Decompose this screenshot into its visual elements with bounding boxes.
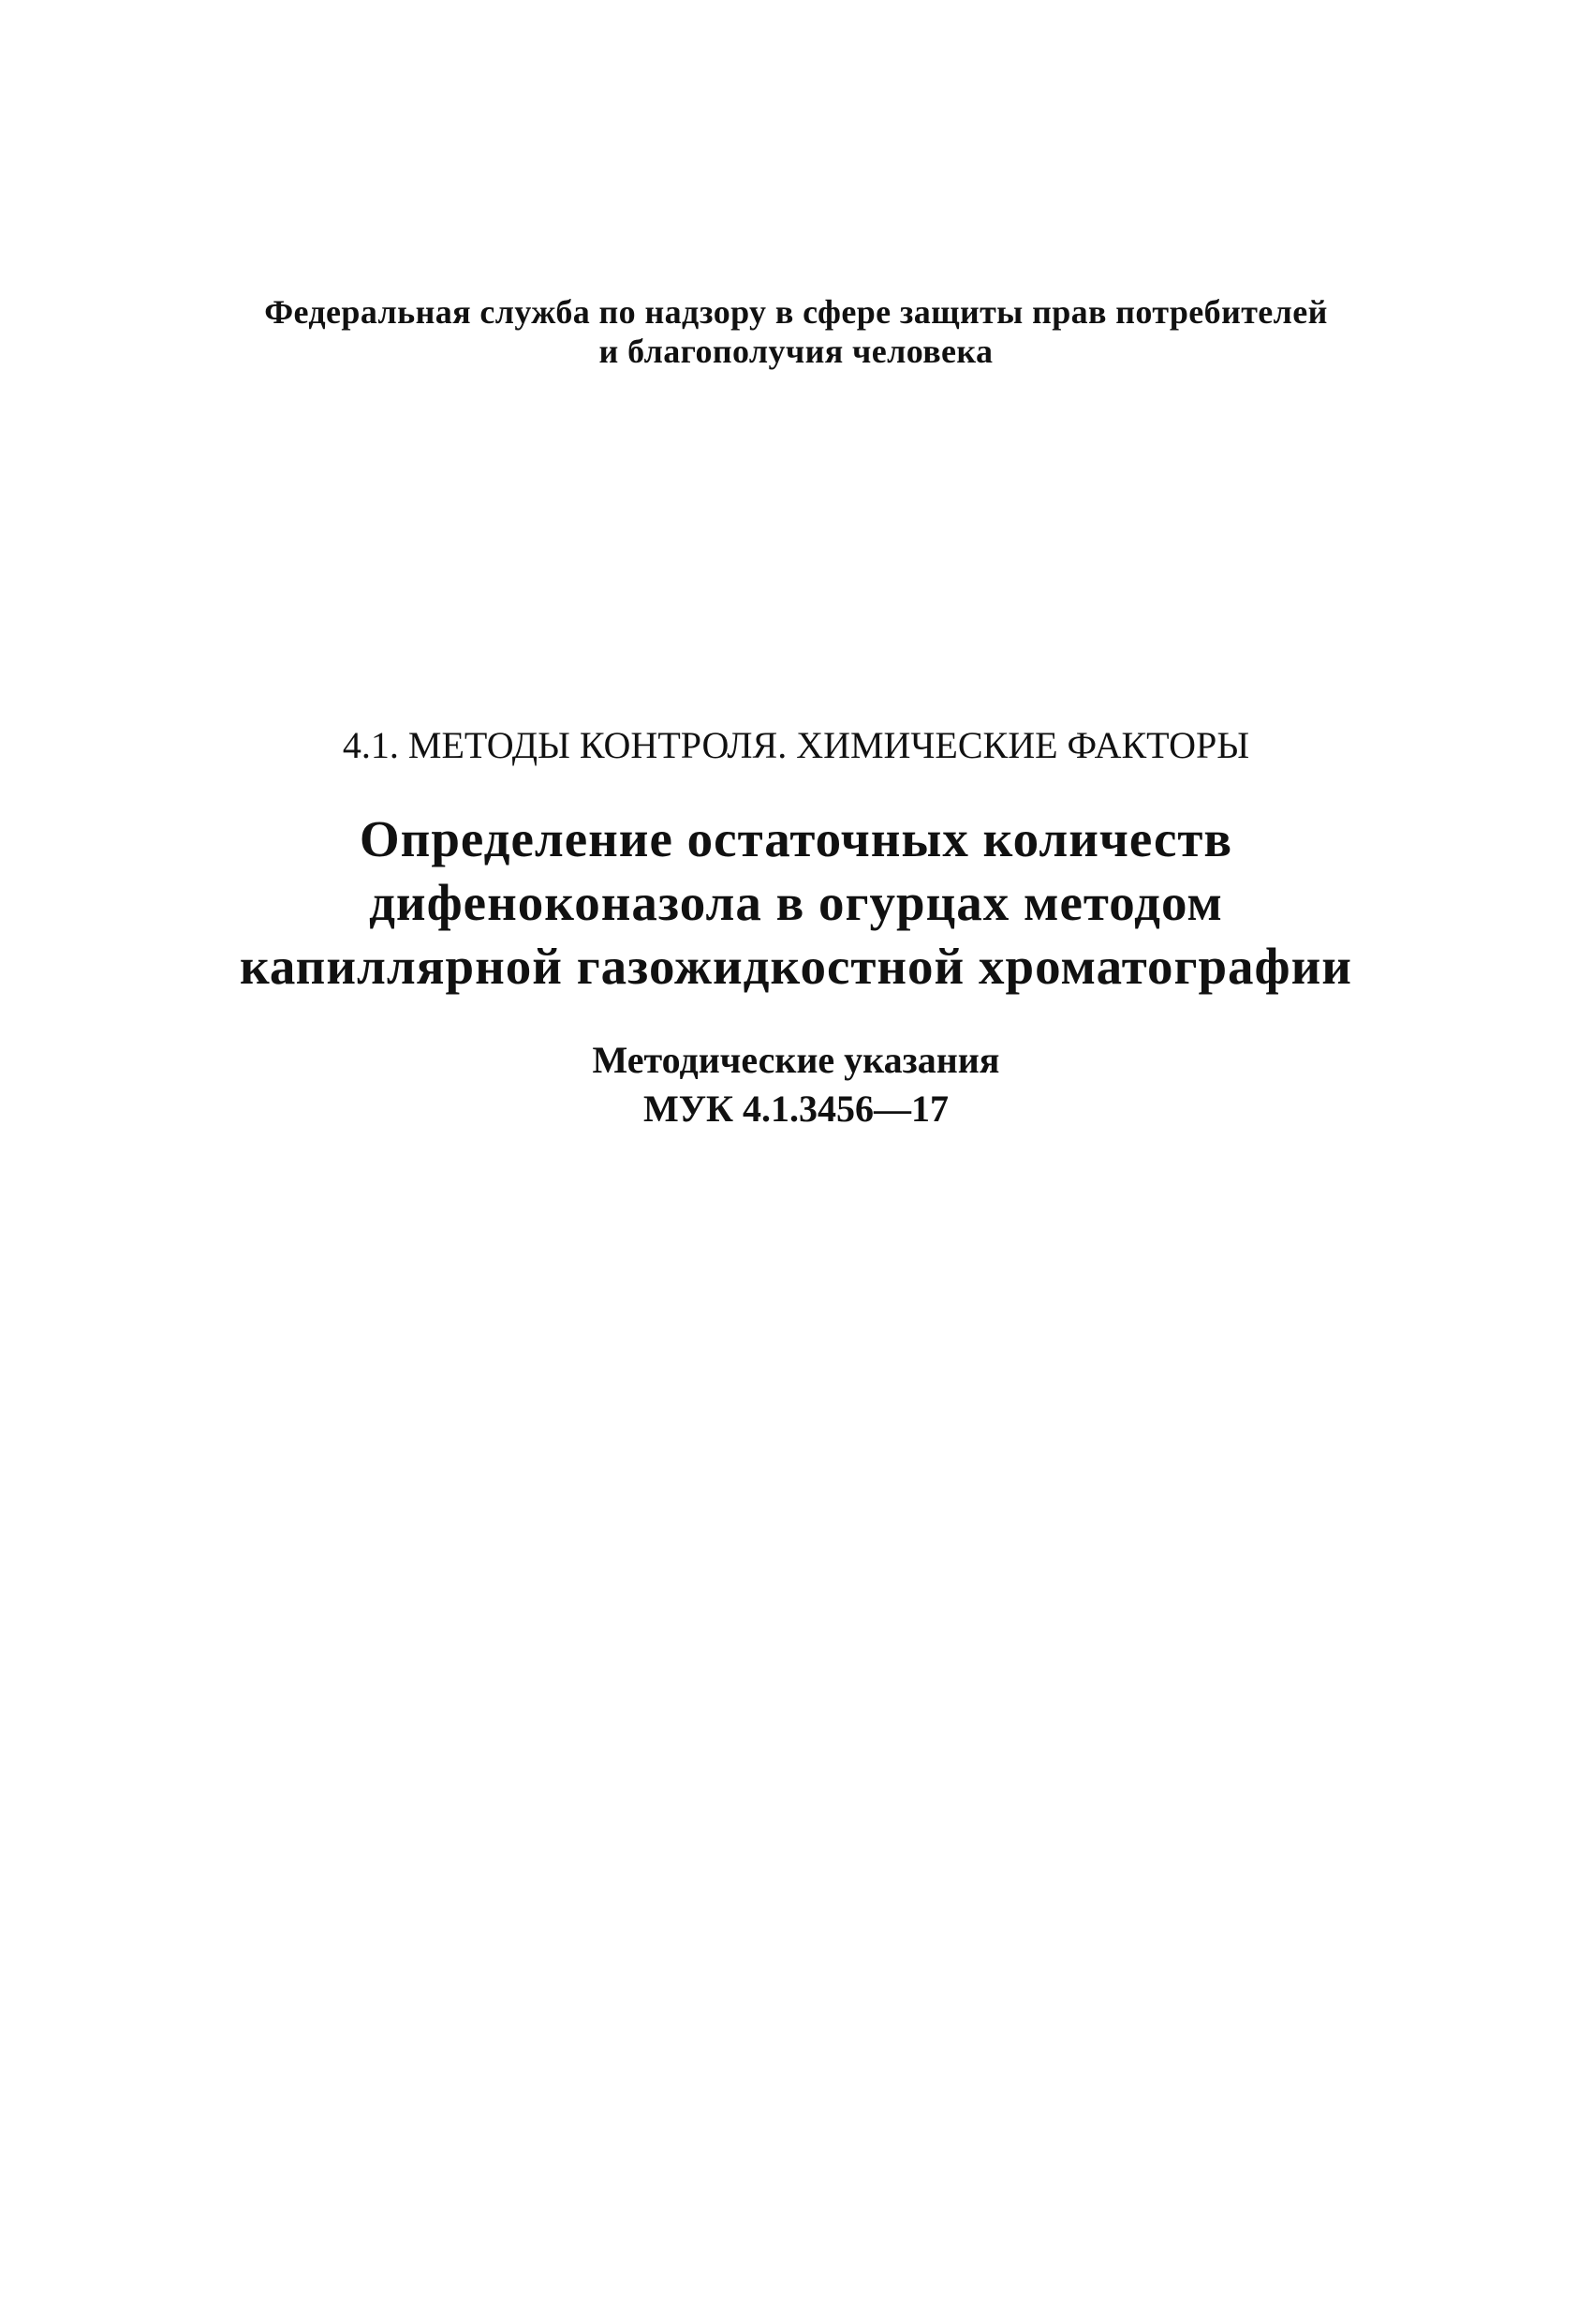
document-subtitle [0, 1036, 1592, 1133]
agency-line-2: и благополучия человека [598, 333, 994, 370]
document-number: МУК 4.1.3456—17 [642, 1088, 950, 1130]
document-type: Методические указания [592, 1039, 1000, 1081]
title-line-1: Определение остаточных количеств [359, 810, 1233, 867]
title-line-3: капиллярной газожидкостной хроматографии [240, 938, 1352, 995]
section-heading: 4.1. МЕТОДЫ КОНТРОЛЯ. ХИМИЧЕСКИЕ ФАКТОРЫ [342, 724, 1250, 766]
agency-line-1: Федеральная служба по надзору в сфере защиты прав потребителей [264, 293, 1328, 331]
title-line-2: дифеноконазола в огурцах методом [369, 874, 1223, 931]
agency-header [0, 292, 1592, 371]
document-title [0, 807, 1592, 999]
